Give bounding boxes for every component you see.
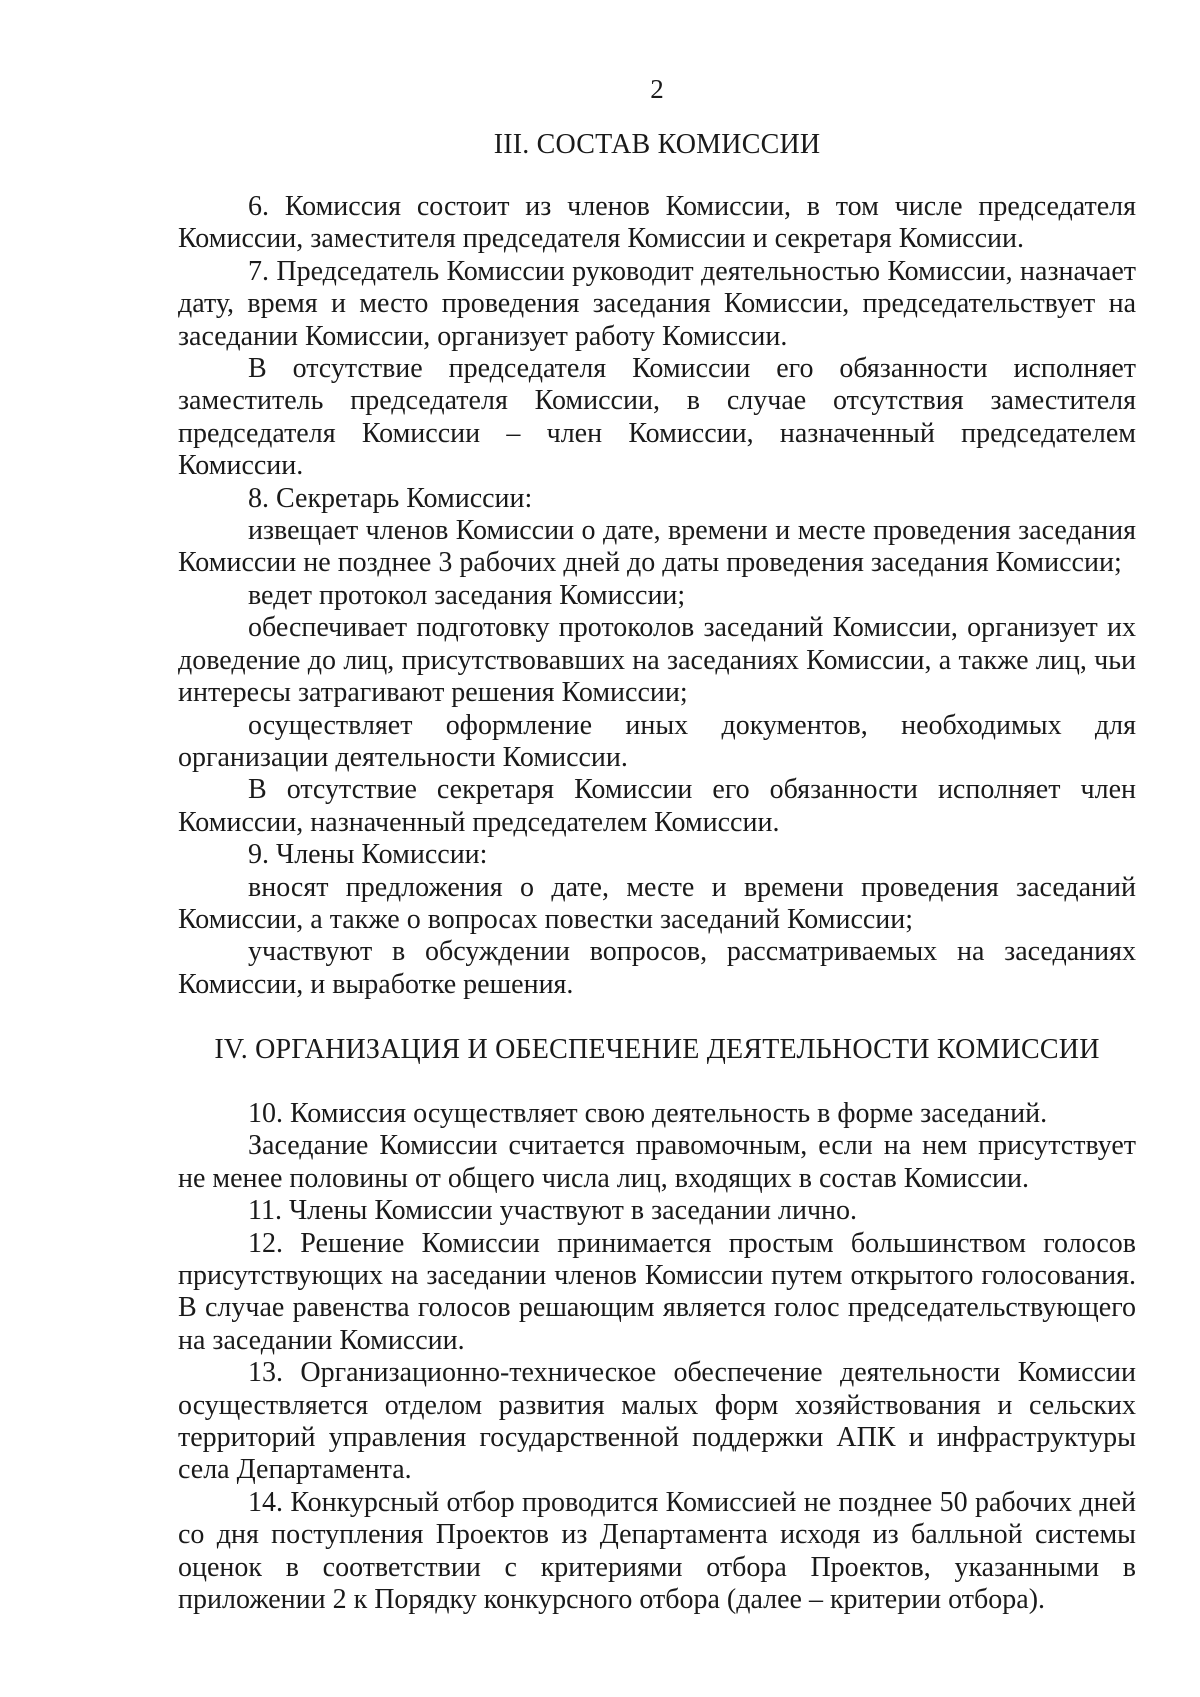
paragraph-11: 11. Члены Комиссии участвуют в заседании лично.: [248, 1195, 858, 1227]
paragraph-9-discussion: участвуют в обсуждении вопросов, рассматриваемых на заседаниях Комиссии, и выработке решения.: [178, 936, 1136, 1000]
paragraph-8-absence: В отсутствие секретаря Комиссии его обязанности исполняет член Комиссии, назначенный председателем Комиссии.: [178, 774, 1136, 838]
paragraph-12: 12. Решение Комиссии принимается простым большинством голосов присутствующих на заседании членов Комиссии путем открытого голосования. В случае равенства голосов решающим является голос председательствующего на заседании Комиссии.: [178, 1227, 1136, 1356]
paragraph-9-proposals: вносят предложения о дате, месте и времени проведения заседаний Комиссии, а также о вопросах повестки заседаний Комиссии;: [178, 871, 1136, 935]
paragraph-8-minutes: ведет протокол заседания Комиссии;: [248, 579, 686, 611]
paragraph-8-notifies: извещает членов Комиссии о дате, времени и месте проведения заседания Комиссии не позднее 3 рабочих дней до даты проведения заседания Комиссии;: [178, 515, 1136, 579]
section-heading-organization: IV. ОРГАНИЗАЦИЯ И ОБЕСПЕЧЕНИЕ ДЕЯТЕЛЬНОСТИ КОМИССИИ: [214, 1034, 1100, 1065]
paragraph-13: 13. Организационно-техническое обеспечение деятельности Комиссии осуществляется отделом развития малых форм хозяйствования и сельских территорий управления государственной поддержки АПК и инфраструктуры села Департамента.: [178, 1357, 1136, 1486]
paragraph-7: 7. Председатель Комиссии руководит деятельностью Комиссии, назначает дату, время и место проведения заседания Комиссии, председательствует на заседании Комиссии, организует работу Комиссии.: [178, 255, 1136, 352]
page-number: 2: [650, 74, 664, 104]
paragraph-8-documents: осуществляет оформление иных документов, необходимых для организации деятельности Комиссии.: [178, 709, 1136, 773]
paragraph-8: 8. Секретарь Комиссии:: [248, 482, 533, 514]
section-body-composition: [178, 191, 1136, 1001]
section-body-organization: [178, 1098, 1136, 1617]
paragraph-10-quorum: Заседание Комиссии считается правомочным, если на нем присутствует не менее половины от общего числа лиц, входящих в состав Комиссии.: [178, 1130, 1136, 1194]
paragraph-9: 9. Члены Комиссии:: [248, 839, 488, 871]
paragraph-8-protocols: обеспечивает подготовку протоколов заседаний Комиссии, организует их доведение до лиц, присутствовавших на заседаниях Комиссии, а также лиц, чьи интересы затрагивают решения Комиссии;: [178, 612, 1136, 709]
paragraph-6: 6. Комиссия состоит из членов Комиссии, в том числе председателя Комиссии, заместителя председателя Комиссии и секретаря Комиссии.: [178, 191, 1136, 255]
paragraph-10: 10. Комиссия осуществляет свою деятельность в форме заседаний.: [248, 1098, 1048, 1129]
paragraph-14: 14. Конкурсный отбор проводится Комиссией не позднее 50 рабочих дней со дня поступления Проектов из Департамента исходя из балльной системы оценок в соответствии с критериями отбора Проектов, указанными в приложении 2 к Порядку конкурсного отбора (далее – критерии отбора).: [178, 1486, 1136, 1616]
paragraph-7-deputy: В отсутствие председателя Комиссии его обязанности исполняет заместитель председателя Комиссии, в случае отсутствия заместителя председателя Комиссии – член Комиссии, назначенный председателем Комиссии.: [178, 353, 1136, 482]
section-heading-composition: III. СОСТАВ КОМИССИИ: [493, 129, 821, 160]
